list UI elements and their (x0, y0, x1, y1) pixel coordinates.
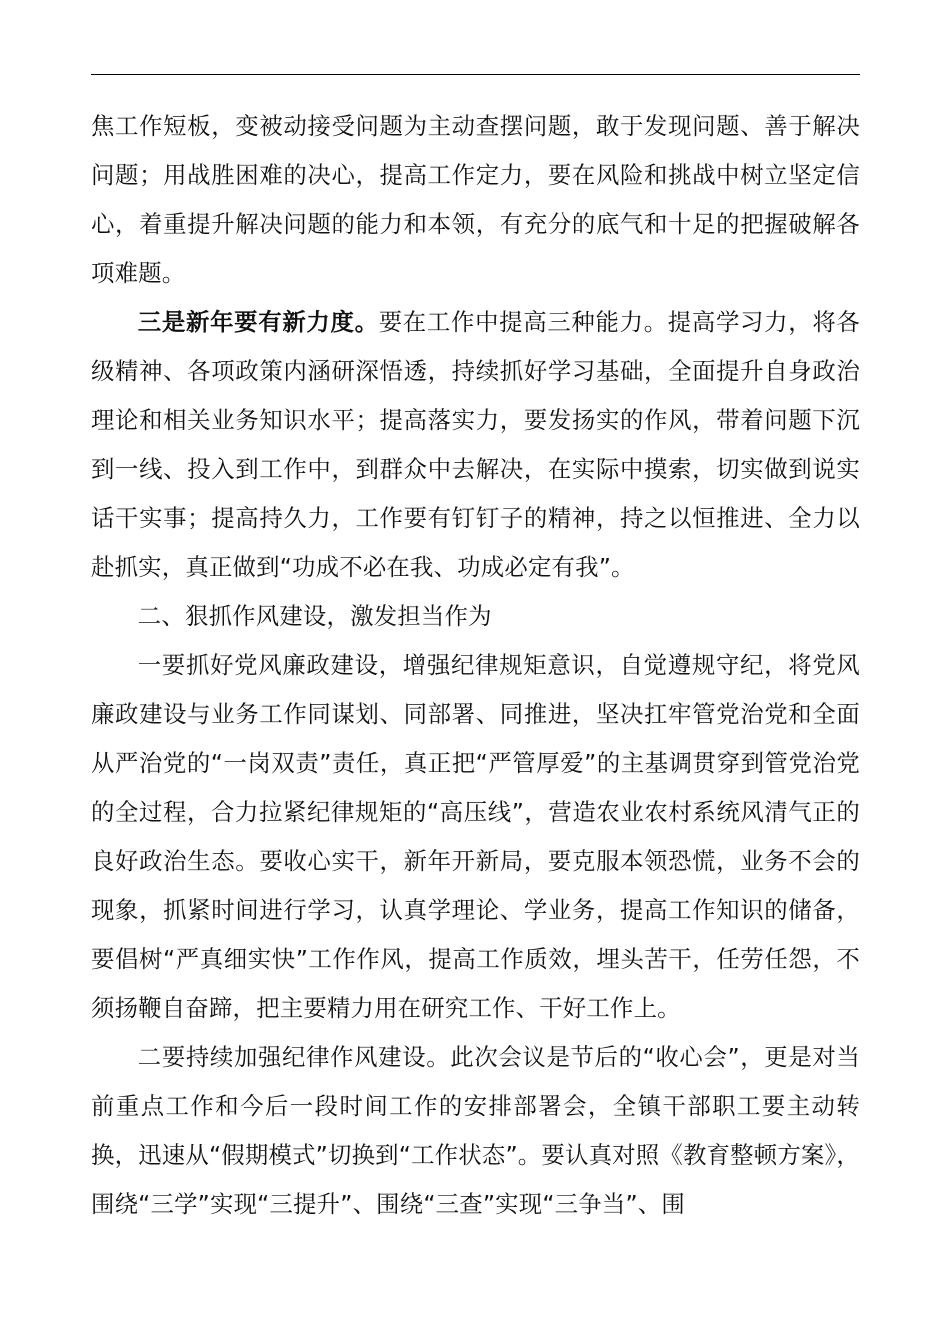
paragraph-party-conduct (91, 641, 860, 1033)
document-body (91, 102, 860, 1229)
section-heading (91, 592, 860, 641)
paragraph-text: 二要持续加强纪律作风建设。此次会议是节后的“收心会”，更是对当前重点工作和今后一段时间工作的安排部署会，全镇干部职工要主动转换，迅速从“假期模式”切换到“工作状态”。要认真对照《教育整顿方案》，围绕“三学”实现“三提升”、围绕“三查”实现“三争当”、围 (91, 1043, 860, 1218)
paragraph-discipline (91, 1033, 860, 1229)
paragraph-continuation (91, 102, 860, 298)
paragraph-text: 焦工作短板，变被动接受问题为主动查摆问题，敢于发现问题、善于解决问题；用战胜困难的决心，提高工作定力，要在风险和挑战中树立坚定信心，着重提升解决问题的能力和本领，有充分的底气和十足的把握破解各项难题。 (91, 112, 860, 287)
paragraph-new-strength (91, 298, 860, 592)
paragraph-text: 一要抓好党风廉政建设，增强纪律规矩意识，自觉遵规守纪，将党风廉政建设与业务工作同谋划、同部署、同推进，坚决扛牢管党治党和全面从严治党的“一岗双责”责任，真正把“严管厚爱”的主基调贯穿到管党治党的全过程，合力拉紧纪律规矩的“高压线”，营造农业农村系统风清气正的良好政治生态。要收心实干，新年开新局，要克服本领恐慌，业务不会的现象，抓紧时间进行学习，认真学理论、学业务，提高工作知识的储备，要倡树“严真细实快”工作作风，提高工作质效，埋头苦干，任劳任怨，不须扬鞭自奋蹄，把主要精力用在研究工作、干好工作上。 (91, 651, 860, 1022)
paragraph-lead: 三是新年要有新力度。 (137, 308, 379, 336)
section-heading-text: 二、狠抓作风建设，激发担当作为 (137, 602, 492, 630)
paragraph-text: 要在工作中提高三种能力。提高学习力，将各级精神、各项政策内涵研深悟透，持续抓好学习基础，全面提升自身政治理论和相关业务知识水平；提高落实力，要发扬实的作风，带着问题下沉到一线、投入到工作中，到群众中去解决，在实际中摸索，切实做到说实话干实事；提高持久力，工作要有钉钉子的精神，持之以恒推进、全力以赴抓实，真正做到“功成不必在我、功成必定有我”。 (91, 308, 861, 581)
header-rule (91, 74, 860, 75)
